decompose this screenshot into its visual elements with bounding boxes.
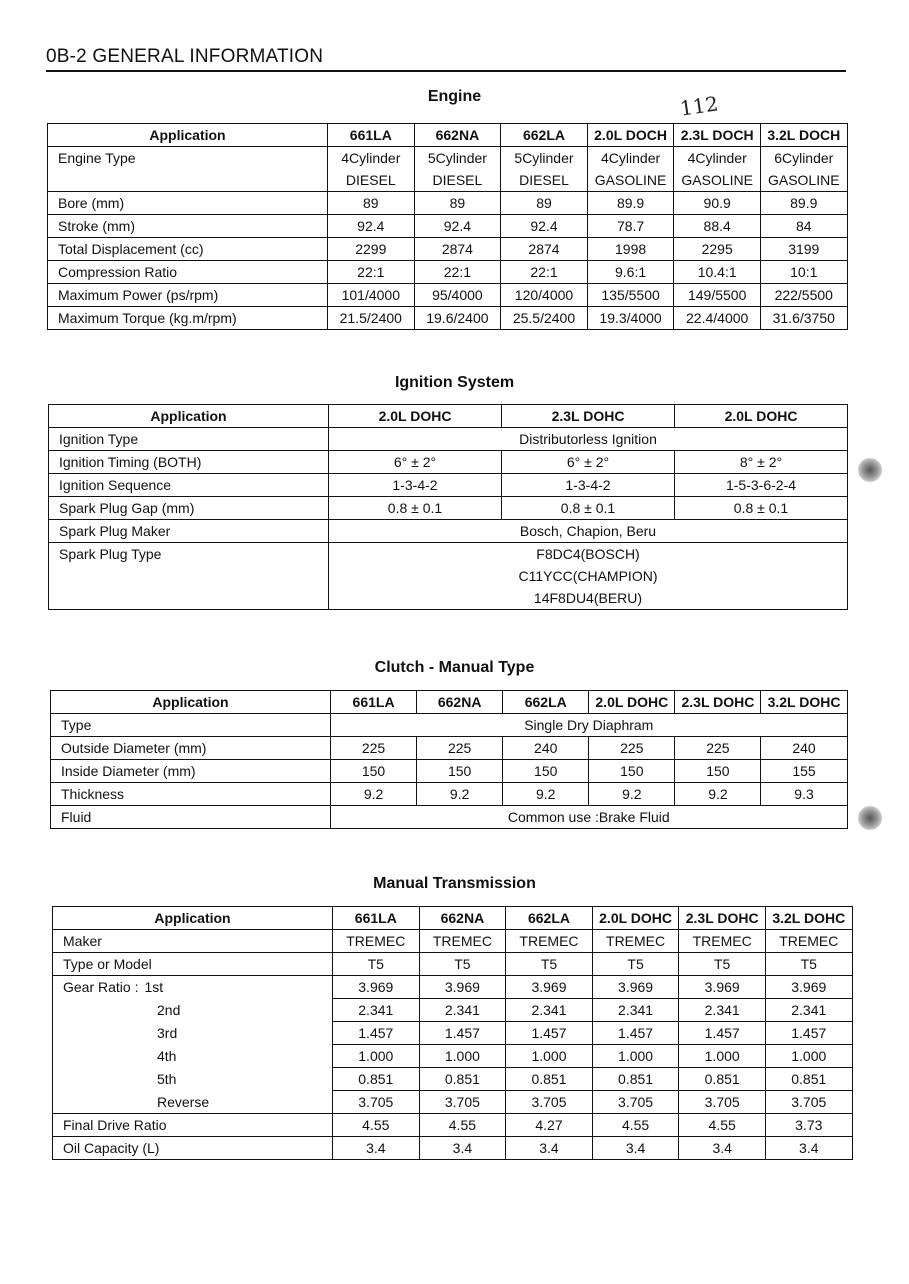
row-label: Stroke (mm) [48, 215, 328, 238]
gear-ratio-row [53, 1045, 853, 1068]
gear-label: Reverse [53, 1091, 333, 1114]
cell: 19.3/4000 [587, 307, 674, 330]
cell: 0.8 ± 0.1 [502, 497, 675, 520]
cell: 155 [761, 760, 847, 783]
cell: 9.2 [331, 783, 417, 806]
cell: 3.969 [679, 976, 766, 999]
cell: 89 [501, 192, 588, 215]
row-label: Spark Plug Maker [49, 520, 329, 543]
cell: 1.457 [765, 1022, 852, 1045]
plug-type-row [49, 565, 848, 587]
row-label: Type [51, 714, 331, 737]
transmission-row [53, 930, 853, 953]
cell: 3.4 [333, 1137, 420, 1160]
row-label: Spark Plug Gap (mm) [49, 497, 329, 520]
row-label: Type or Model [53, 953, 333, 976]
page-header [46, 46, 846, 72]
row-label: Final Drive Ratio [53, 1114, 333, 1137]
cell: 92.4 [328, 215, 415, 238]
transmission-spec-table [52, 906, 853, 1160]
row-label: Inside Diameter (mm) [51, 760, 331, 783]
clutch-header-row [51, 691, 848, 714]
gear-ratio-row [53, 1091, 853, 1114]
cell: F8DC4(BOSCH) [329, 543, 848, 566]
cell: 5Cylinder [501, 147, 588, 170]
cell: 0.851 [592, 1068, 679, 1091]
transmission-row [53, 1114, 853, 1137]
clutch-row [51, 760, 848, 783]
cell: Single Dry Diaphram [331, 714, 848, 737]
handwritten-page-note: 112 [678, 91, 720, 121]
cell: GASOLINE [760, 169, 847, 192]
cell: 2295 [674, 238, 761, 261]
cell: 2874 [414, 238, 501, 261]
cell: TREMEC [333, 930, 420, 953]
cell: 120/4000 [501, 284, 588, 307]
cell: 240 [503, 737, 589, 760]
cell: 3.969 [333, 976, 420, 999]
cell: 1.457 [333, 1022, 420, 1045]
cell: 19.6/2400 [414, 307, 501, 330]
cell: 90.9 [674, 192, 761, 215]
cell: 2874 [501, 238, 588, 261]
cell: 2.341 [333, 999, 420, 1022]
page-title: 0B-2 GENERAL INFORMATION [46, 46, 324, 67]
cell: 9.2 [417, 783, 503, 806]
cell: 88.4 [674, 215, 761, 238]
header-cell: 662LA [501, 124, 588, 147]
cell: 0.8 ± 0.1 [329, 497, 502, 520]
cell: 4Cylinder [674, 147, 761, 170]
cell: 1.000 [506, 1045, 593, 1068]
cell: 0.8 ± 0.1 [675, 497, 848, 520]
cell: 89.9 [587, 192, 674, 215]
cell: 92.4 [501, 215, 588, 238]
engine-row [48, 215, 848, 238]
cell: 1-3-4-2 [329, 474, 502, 497]
cell: 6Cylinder [760, 147, 847, 170]
cell: 1.457 [679, 1022, 766, 1045]
cell: 1.000 [419, 1045, 506, 1068]
cell: 3199 [760, 238, 847, 261]
ignition-row [49, 474, 848, 497]
cell: 95/4000 [414, 284, 501, 307]
cell: 150 [675, 760, 761, 783]
cell: 89 [414, 192, 501, 215]
cell: 225 [675, 737, 761, 760]
cell: 84 [760, 215, 847, 238]
cell: 3.705 [679, 1091, 766, 1114]
cell: 2.341 [765, 999, 852, 1022]
header-cell: Application [48, 124, 328, 147]
cell: 1.000 [765, 1045, 852, 1068]
cell: 9.2 [675, 783, 761, 806]
cell: 9.3 [761, 783, 847, 806]
plug-type-row [49, 587, 848, 610]
engine-row [48, 261, 848, 284]
cell: 1.000 [592, 1045, 679, 1068]
header-cell: 2.3L DOHC [679, 907, 766, 930]
cell: 3.705 [333, 1091, 420, 1114]
engine-type-row-fuel [48, 169, 848, 192]
cell: 150 [417, 760, 503, 783]
header-cell: 662NA [417, 691, 503, 714]
header-cell: 2.3L DOHC [502, 405, 675, 428]
cell: 92.4 [414, 215, 501, 238]
header-cell: 3.2L DOCH [760, 124, 847, 147]
cell: 2.341 [592, 999, 679, 1022]
ignition-type-row [49, 428, 848, 451]
cell: 10:1 [760, 261, 847, 284]
cell: 9.2 [589, 783, 675, 806]
cell: 31.6/3750 [760, 307, 847, 330]
row-label: Ignition Timing (BOTH) [49, 451, 329, 474]
cell: TREMEC [506, 930, 593, 953]
header-cell: 662NA [414, 124, 501, 147]
cell: 3.705 [592, 1091, 679, 1114]
transmission-row [53, 953, 853, 976]
cell: 2.341 [506, 999, 593, 1022]
cell: 225 [417, 737, 503, 760]
cell: 150 [589, 760, 675, 783]
cell: 3.969 [592, 976, 679, 999]
cell: 0.851 [333, 1068, 420, 1091]
plug-maker-row [49, 520, 848, 543]
cell: 240 [761, 737, 847, 760]
cell: 1-5-3-6-2-4 [675, 474, 848, 497]
cell: 149/5500 [674, 284, 761, 307]
header-cell: Application [51, 691, 331, 714]
gear-label: 5th [53, 1068, 333, 1091]
header-cell: Application [53, 907, 333, 930]
header-cell: 662LA [503, 691, 589, 714]
row-label: Bore (mm) [48, 192, 328, 215]
cell: 22:1 [501, 261, 588, 284]
clutch-section-title: Clutch - Manual Type [374, 659, 535, 676]
cell: 3.705 [765, 1091, 852, 1114]
header-cell: 2.0L DOHC [329, 405, 502, 428]
cell: 3.73 [765, 1114, 852, 1137]
cell: TREMEC [592, 930, 679, 953]
cell: TREMEC [419, 930, 506, 953]
cell: 4Cylinder [328, 147, 415, 170]
row-label: Total Displacement (cc) [48, 238, 328, 261]
row-label-blank [48, 169, 328, 192]
cell: 150 [503, 760, 589, 783]
header-cell: 2.0L DOHC [675, 405, 848, 428]
cell: 8° ± 2° [675, 451, 848, 474]
cell: 3.4 [419, 1137, 506, 1160]
row-label: Ignition Type [49, 428, 329, 451]
row-label: Maximum Power (ps/rpm) [48, 284, 328, 307]
cell: 1.000 [679, 1045, 766, 1068]
cell: 0.851 [765, 1068, 852, 1091]
row-label: Fluid [51, 806, 331, 829]
binder-hole-mark [858, 458, 882, 482]
row-label: Maximum Torque (kg.m/rpm) [48, 307, 328, 330]
row-label: Thickness [51, 783, 331, 806]
ignition-spec-table [48, 404, 848, 610]
cell: DIESEL [414, 169, 501, 192]
header-cell: 2.0L DOHC [592, 907, 679, 930]
cell: 22:1 [328, 261, 415, 284]
gear-ratio-row [53, 976, 853, 999]
cell: 89 [328, 192, 415, 215]
engine-row [48, 284, 848, 307]
ignition-header-row [49, 405, 848, 428]
gear-ratio-label: Gear Ratio : [63, 979, 139, 996]
cell: 1.457 [592, 1022, 679, 1045]
engine-section-title: Engine [427, 88, 482, 105]
cell: 3.705 [506, 1091, 593, 1114]
cell: 4.55 [679, 1114, 766, 1137]
cell: 3.4 [765, 1137, 852, 1160]
cell: 22.4/4000 [674, 307, 761, 330]
cell: 2.341 [679, 999, 766, 1022]
header-cell: 2.3L DOCH [674, 124, 761, 147]
cell: 225 [589, 737, 675, 760]
header-cell: 661LA [333, 907, 420, 930]
cell: 4.55 [333, 1114, 420, 1137]
cell: 0.851 [419, 1068, 506, 1091]
cell: 10.4:1 [674, 261, 761, 284]
cell: 1.000 [333, 1045, 420, 1068]
cell: 2299 [328, 238, 415, 261]
cell: 150 [331, 760, 417, 783]
cell: GASOLINE [674, 169, 761, 192]
cell: T5 [333, 953, 420, 976]
cell: C11YCC(CHAMPION) [329, 565, 848, 587]
cell: 9.6:1 [587, 261, 674, 284]
engine-row [48, 307, 848, 330]
plug-type-row [49, 543, 848, 566]
gear-ratio-row [53, 1068, 853, 1091]
transmission-header-row [53, 907, 853, 930]
cell: 22:1 [414, 261, 501, 284]
cell: 3.969 [419, 976, 506, 999]
cell: 78.7 [587, 215, 674, 238]
cell: 89.9 [760, 192, 847, 215]
engine-row [48, 238, 848, 261]
cell: 101/4000 [328, 284, 415, 307]
cell: 3.4 [592, 1137, 679, 1160]
cell: 4.55 [592, 1114, 679, 1137]
cell: 3.969 [765, 976, 852, 999]
cell: T5 [679, 953, 766, 976]
cell: DIESEL [328, 169, 415, 192]
cell: 3.4 [506, 1137, 593, 1160]
row-label: Outside Diameter (mm) [51, 737, 331, 760]
row-label-blank [49, 587, 329, 610]
cell: 1-3-4-2 [502, 474, 675, 497]
clutch-row [51, 783, 848, 806]
ignition-row [49, 497, 848, 520]
cell: TREMEC [679, 930, 766, 953]
cell: T5 [419, 953, 506, 976]
header-cell: 662NA [419, 907, 506, 930]
cell: DIESEL [501, 169, 588, 192]
cell: 3.705 [419, 1091, 506, 1114]
cell: T5 [592, 953, 679, 976]
cell: 3.969 [506, 976, 593, 999]
clutch-fluid-row [51, 806, 848, 829]
transmission-section-title: Manual Transmission [373, 875, 536, 892]
row-label: Engine Type [48, 147, 328, 170]
cell: 1.457 [419, 1022, 506, 1045]
row-label-blank [49, 565, 329, 587]
cell: 25.5/2400 [501, 307, 588, 330]
cell: TREMEC [765, 930, 852, 953]
cell: 222/5500 [760, 284, 847, 307]
clutch-spec-table [50, 690, 848, 829]
row-label: Oil Capacity (L) [53, 1137, 333, 1160]
cell: Common use :Brake Fluid [331, 806, 848, 829]
gear-ratio-row [53, 999, 853, 1022]
cell: 135/5500 [587, 284, 674, 307]
cell: Bosch, Chapion, Beru [329, 520, 848, 543]
cell: 3.4 [679, 1137, 766, 1160]
row-label [53, 976, 333, 999]
cell: 21.5/2400 [328, 307, 415, 330]
header-cell: 662LA [506, 907, 593, 930]
cell: Distributorless Ignition [329, 428, 848, 451]
cell: 6° ± 2° [329, 451, 502, 474]
header-cell: 2.3L DOHC [675, 691, 761, 714]
cell: 4.27 [506, 1114, 593, 1137]
ignition-section-title: Ignition System [394, 374, 515, 391]
engine-header-row [48, 124, 848, 147]
engine-type-row [48, 147, 848, 170]
transmission-row [53, 1137, 853, 1160]
header-cell: 661LA [328, 124, 415, 147]
cell: 4Cylinder [587, 147, 674, 170]
gear-label: 3rd [53, 1022, 333, 1045]
header-cell: 2.0L DOCH [587, 124, 674, 147]
gear-label: 2nd [53, 999, 333, 1022]
header-cell: 3.2L DOHC [761, 691, 847, 714]
gear-ratio-row [53, 1022, 853, 1045]
cell: 1.457 [506, 1022, 593, 1045]
row-label: Maker [53, 930, 333, 953]
row-label: Ignition Sequence [49, 474, 329, 497]
cell: T5 [506, 953, 593, 976]
cell: 1998 [587, 238, 674, 261]
cell: 9.2 [503, 783, 589, 806]
header-cell: 2.0L DOHC [589, 691, 675, 714]
ignition-row [49, 451, 848, 474]
cell: 0.851 [506, 1068, 593, 1091]
engine-row [48, 192, 848, 215]
cell: T5 [765, 953, 852, 976]
gear-label: 4th [53, 1045, 333, 1068]
row-label: Compression Ratio [48, 261, 328, 284]
header-cell: 3.2L DOHC [765, 907, 852, 930]
cell: 14F8DU4(BERU) [329, 587, 848, 610]
binder-hole-mark [858, 806, 882, 830]
clutch-row [51, 737, 848, 760]
cell: 5Cylinder [414, 147, 501, 170]
cell: 2.341 [419, 999, 506, 1022]
cell: GASOLINE [587, 169, 674, 192]
header-cell: Application [49, 405, 329, 428]
row-label: Spark Plug Type [49, 543, 329, 566]
clutch-type-row [51, 714, 848, 737]
cell: 6° ± 2° [502, 451, 675, 474]
gear-label: 1st [144, 979, 164, 996]
cell: 225 [331, 737, 417, 760]
cell: 0.851 [679, 1068, 766, 1091]
cell: 4.55 [419, 1114, 506, 1137]
engine-spec-table [47, 123, 848, 330]
header-cell: 661LA [331, 691, 417, 714]
